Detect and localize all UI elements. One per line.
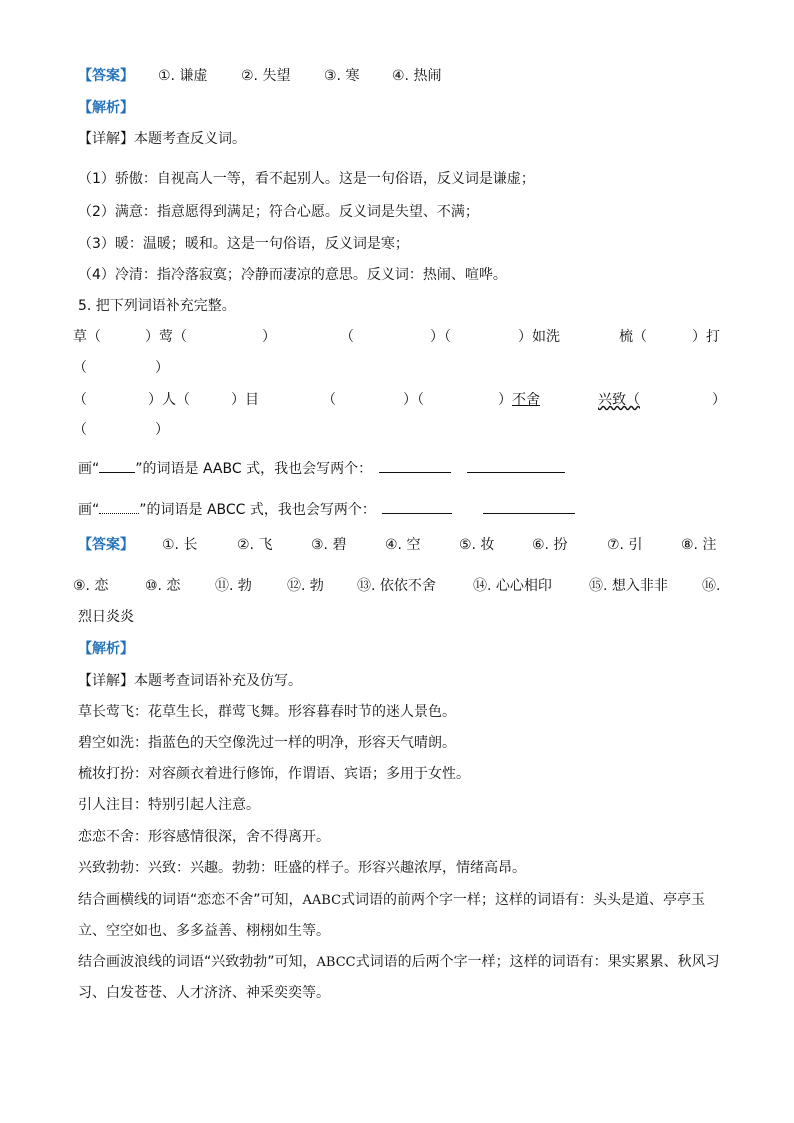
row2-seg: ）（ [403, 392, 424, 408]
answer-tag: 【答案】 [78, 537, 134, 553]
q4-option-1: ①. 谦虚 [158, 68, 208, 84]
answer-item: ④. 空 [385, 537, 421, 553]
q5-line-2: 碧空如洗：指蓝色的天空像洗过一样的明净，形容天气晴朗。 [78, 735, 456, 751]
fill-line-abcc [78, 499, 575, 520]
row2-wavy-word: 兴致（ [598, 392, 640, 408]
row1-seg: 梳（ [619, 329, 647, 345]
answer-item: 烈日炎炎 [78, 609, 134, 625]
q4-option-3: ③. 寒 [324, 68, 360, 84]
row2-seg: ）目 [231, 392, 259, 408]
analysis-tag: 【解析】 [78, 641, 134, 657]
row1-seg: 草（ [73, 329, 101, 345]
answer-item: ⑨. 恋 [73, 578, 109, 594]
row1-seg: ）如洗 [518, 329, 560, 345]
q5-question: 5. 把下列词语补充完整。 [78, 298, 236, 314]
q5-line-4: 引人注目：特别引起人注意。 [78, 797, 260, 813]
answer-blank[interactable] [483, 499, 575, 514]
row2-seg: （ [322, 392, 336, 408]
answer-item: ⑮. 想入非非 [589, 578, 668, 594]
conclusion2-b: ABCC [316, 955, 356, 970]
row2-underlined-word: 不舍 [512, 392, 540, 408]
row1-seg: ）（ [430, 329, 451, 345]
conclusion1-c: 式词语的前两个字一样；这样的词语有：头头是道、亭亭玉 [341, 892, 706, 908]
answer-item: ②. 飞 [237, 537, 273, 553]
answer-item: ⑯. [702, 578, 721, 594]
answer-item: ⑭. 心心相印 [473, 578, 552, 594]
detail-heading: 【详解】本题考查反义词。 [78, 131, 246, 147]
conclusion-2 [78, 952, 720, 973]
answer-item: ⑦. 引 [607, 537, 643, 553]
q5-line-5: 恋恋不舍：形容感情很深，舍不得离开。 [78, 829, 330, 845]
row2-seg: ）人（ [148, 392, 190, 408]
row2-wrap: ） [155, 422, 169, 438]
row2-seg: （ [73, 392, 87, 408]
fill2-suffix: ”的词语是 ABCC 式，我也会写两个： [139, 502, 376, 518]
conclusion1-a: 结合画横线的词语“恋恋不舍”可知， [78, 892, 303, 908]
q4-line-1: （1）骄傲：自视高人一等，看不起别人。这是一句俗语，反义词是谦虚； [78, 171, 535, 187]
answer-item: ③. 碧 [311, 537, 347, 553]
answer-item: ⑫. 勃 [287, 578, 324, 594]
straight-line-sample [99, 458, 135, 473]
answer-tag: 【答案】 [78, 68, 134, 84]
row1-seg: ） [262, 329, 276, 345]
q5-line-3: 梳妆打扮：对容颜衣着进行修饰，作谓语、宾语；多用于女性。 [78, 766, 470, 782]
conclusion1-b: AABC [302, 893, 342, 908]
row2-seg: ） [498, 392, 512, 408]
answer-item: ⑬. 依依不舍 [357, 578, 436, 594]
row1-seg: ）打 [692, 329, 720, 345]
fill-line-aabc [78, 458, 565, 479]
q4-option-4: ④. 热闹 [392, 68, 442, 84]
q4-answer-line [78, 66, 134, 86]
row1-wrap: （ [73, 360, 87, 376]
q5-line-1: 草长莺飞：花草生长，群莺飞舞。形容暮春时节的迷人景色。 [78, 704, 456, 720]
conclusion-2-cont: 习、白发苍苍、人才济济、神采奕奕等。 [78, 985, 330, 1001]
q4-option-2: ②. 失望 [241, 68, 291, 84]
conclusion-1 [78, 890, 705, 911]
answer-item: ⑧. 注 [681, 537, 717, 553]
fill1-suffix: ”的词语是 AABC 式，我也会写两个： [135, 461, 373, 477]
answer-item: ①. 长 [162, 537, 198, 553]
row2-seg: ） [712, 392, 726, 408]
q4-line-3: （3）暖：温暖；暖和。这是一句俗语，反义词是寒； [78, 236, 409, 252]
analysis-tag: 【解析】 [78, 100, 134, 116]
answer-item: ⑤. 妆 [459, 537, 495, 553]
answer-item: ⑥. 扮 [532, 537, 568, 553]
detail-heading: 【详解】本题考查词语补充及仿写。 [78, 673, 302, 689]
conclusion-1-cont: 立、空空如也、多多益善、栩栩如生等。 [78, 923, 330, 939]
q4-line-2: （2）满意：指意愿得到满足；符合心愿。反义词是失望、不满； [78, 204, 479, 220]
answer-item: ⑪. 勃 [215, 578, 252, 594]
fill2-prefix: 画“ [78, 502, 100, 518]
answer-blank[interactable] [382, 499, 452, 514]
q5-answer-line [78, 535, 134, 555]
q5-line-6: 兴致勃勃：兴致：兴趣。勃勃：旺盛的样子。形容兴趣浓厚，情绪高昂。 [78, 860, 526, 876]
answer-item: ⑩. 恋 [145, 578, 181, 594]
row1-seg: ）莺（ [145, 329, 187, 345]
row2-wrap: （ [73, 422, 87, 438]
q4-line-4: （4）冷清：指冷落寂寞；冷静而凄凉的意思。反义词：热闹、喧哗。 [78, 267, 507, 283]
conclusion2-a: 结合画波浪线的词语“兴致勃勃”可知， [78, 954, 317, 970]
conclusion2-c: 式词语的后两个字一样；这样的词语有：果实累累、秋风习 [355, 954, 720, 970]
answer-blank[interactable] [379, 458, 451, 473]
wavy-line-sample [99, 499, 139, 514]
answer-blank[interactable] [467, 458, 565, 473]
row1-seg: （ [340, 329, 354, 345]
row1-wrap: ） [155, 360, 169, 376]
fill1-prefix: 画“ [78, 461, 100, 477]
